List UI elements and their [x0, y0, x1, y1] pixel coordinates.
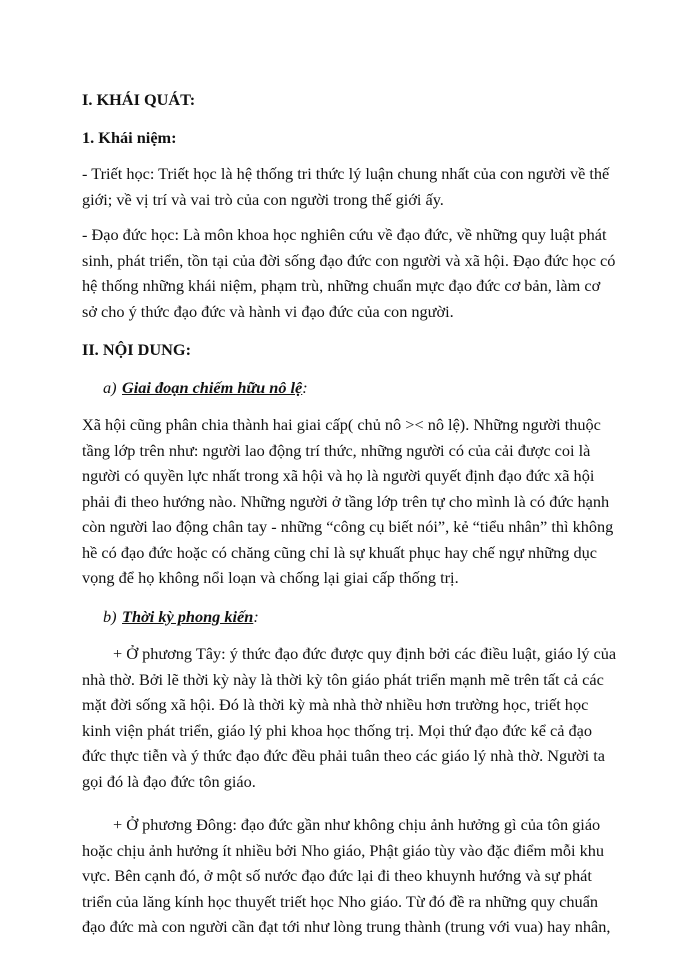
subsection-colon: : [253, 606, 259, 626]
paragraph-ethics-definition: - Đạo đức học: Là môn khoa học nghiên cứu về đạo đức, về những quy luật phát sinh, phát triển, tồn tại của đời sống đạo đức con người và xã hội. Đạo đức học có hệ thống những khái niệm, phạm trù, những chuẩn mực đạo đức cơ bản, làm cơ sở cho ý thức đạo đức và hành vi đạo đức của con người. [82, 225, 616, 321]
subsection-colon: : [302, 377, 308, 397]
subsection-heading-slavery [82, 375, 617, 401]
section-heading-overview: I. KHÁI QUÁT: [82, 90, 196, 109]
paragraph-feudal-west: + Ở phương Tây: ý thức đạo đức được quy định bởi các điều luật, giáo lý của nhà thờ. Bởi lẽ thời kỳ này là thời kỳ tôn giáo phát triển mạnh mẽ trên tất cả các mặt đời sống xã hội. Đó là thời kỳ mà nhà thờ nhiều hơn trường học, triết học kinh viện phát triển, giáo lý phi khoa học thống trị. Mọi thứ đạo đức kể cả đạo đức thực tiễn và ý thức đạo đức đều phải tuân theo các giáo lý nhà thờ. Người ta gọi đó là đạo đức tôn giáo. [82, 644, 617, 791]
list-marker-a: a) [103, 377, 117, 397]
paragraph-slavery-society: Xã hội cũng phân chia thành hai giai cấp( chủ nô >< nô lệ). Những người thuộc tầng lớp trên như: người lao động trí thức, những người có của cải được coi là người có quyền lực nhất trong xã hội và họ là người quyết định đạo đức xã hội phải đi theo hướng nào. Những người ở tầng lớp trên tự cho mình là có đức hạnh còn người lao động chân tay - những “công cụ biết nói”, kẻ “tiểu nhân” thì không hề có đạo đức hoặc có chăng cũng chỉ là sự khuất phục hay chế ngự những dục vọng để họ không nổi loạn và chống lại giai cấp thống trị. [82, 415, 614, 587]
paragraph-feudal-east: + Ở phương Đông: đạo đức gần như không chịu ảnh hưởng gì của tôn giáo hoặc chịu ảnh hưởng ít nhiều bởi Nho giáo, Phật giáo tùy vào đặc điểm mỗi khu vực. Bên cạnh đó, ở một số nước đạo đức lại đi theo khuynh hướng và sự phát triển của lăng kính học thuyết triết học Nho giáo. Từ đó đề ra những quy chuẩn đạo đức mà con người cần đạt tới như lòng trung thành (trung với vua) hay nhân, [82, 815, 611, 936]
document-page [82, 87, 617, 950]
list-marker-b: b) [103, 606, 117, 626]
subsection-title-slavery: Giai đoạn chiếm hữu nô lệ [122, 377, 303, 397]
subsection-title-feudal: Thời kỳ phong kiến [122, 606, 254, 626]
subheading-concepts: 1. Khái niệm: [82, 127, 177, 147]
section-heading-content: II. NỘI DUNG: [82, 340, 192, 359]
paragraph-philosophy-definition: - Triết học: Triết học là hệ thống tri thức lý luận chung nhất của con người về thế giới; về vị trí và vai trò của con người trong thế giới ấy. [82, 164, 610, 209]
subsection-heading-feudal [82, 604, 617, 630]
